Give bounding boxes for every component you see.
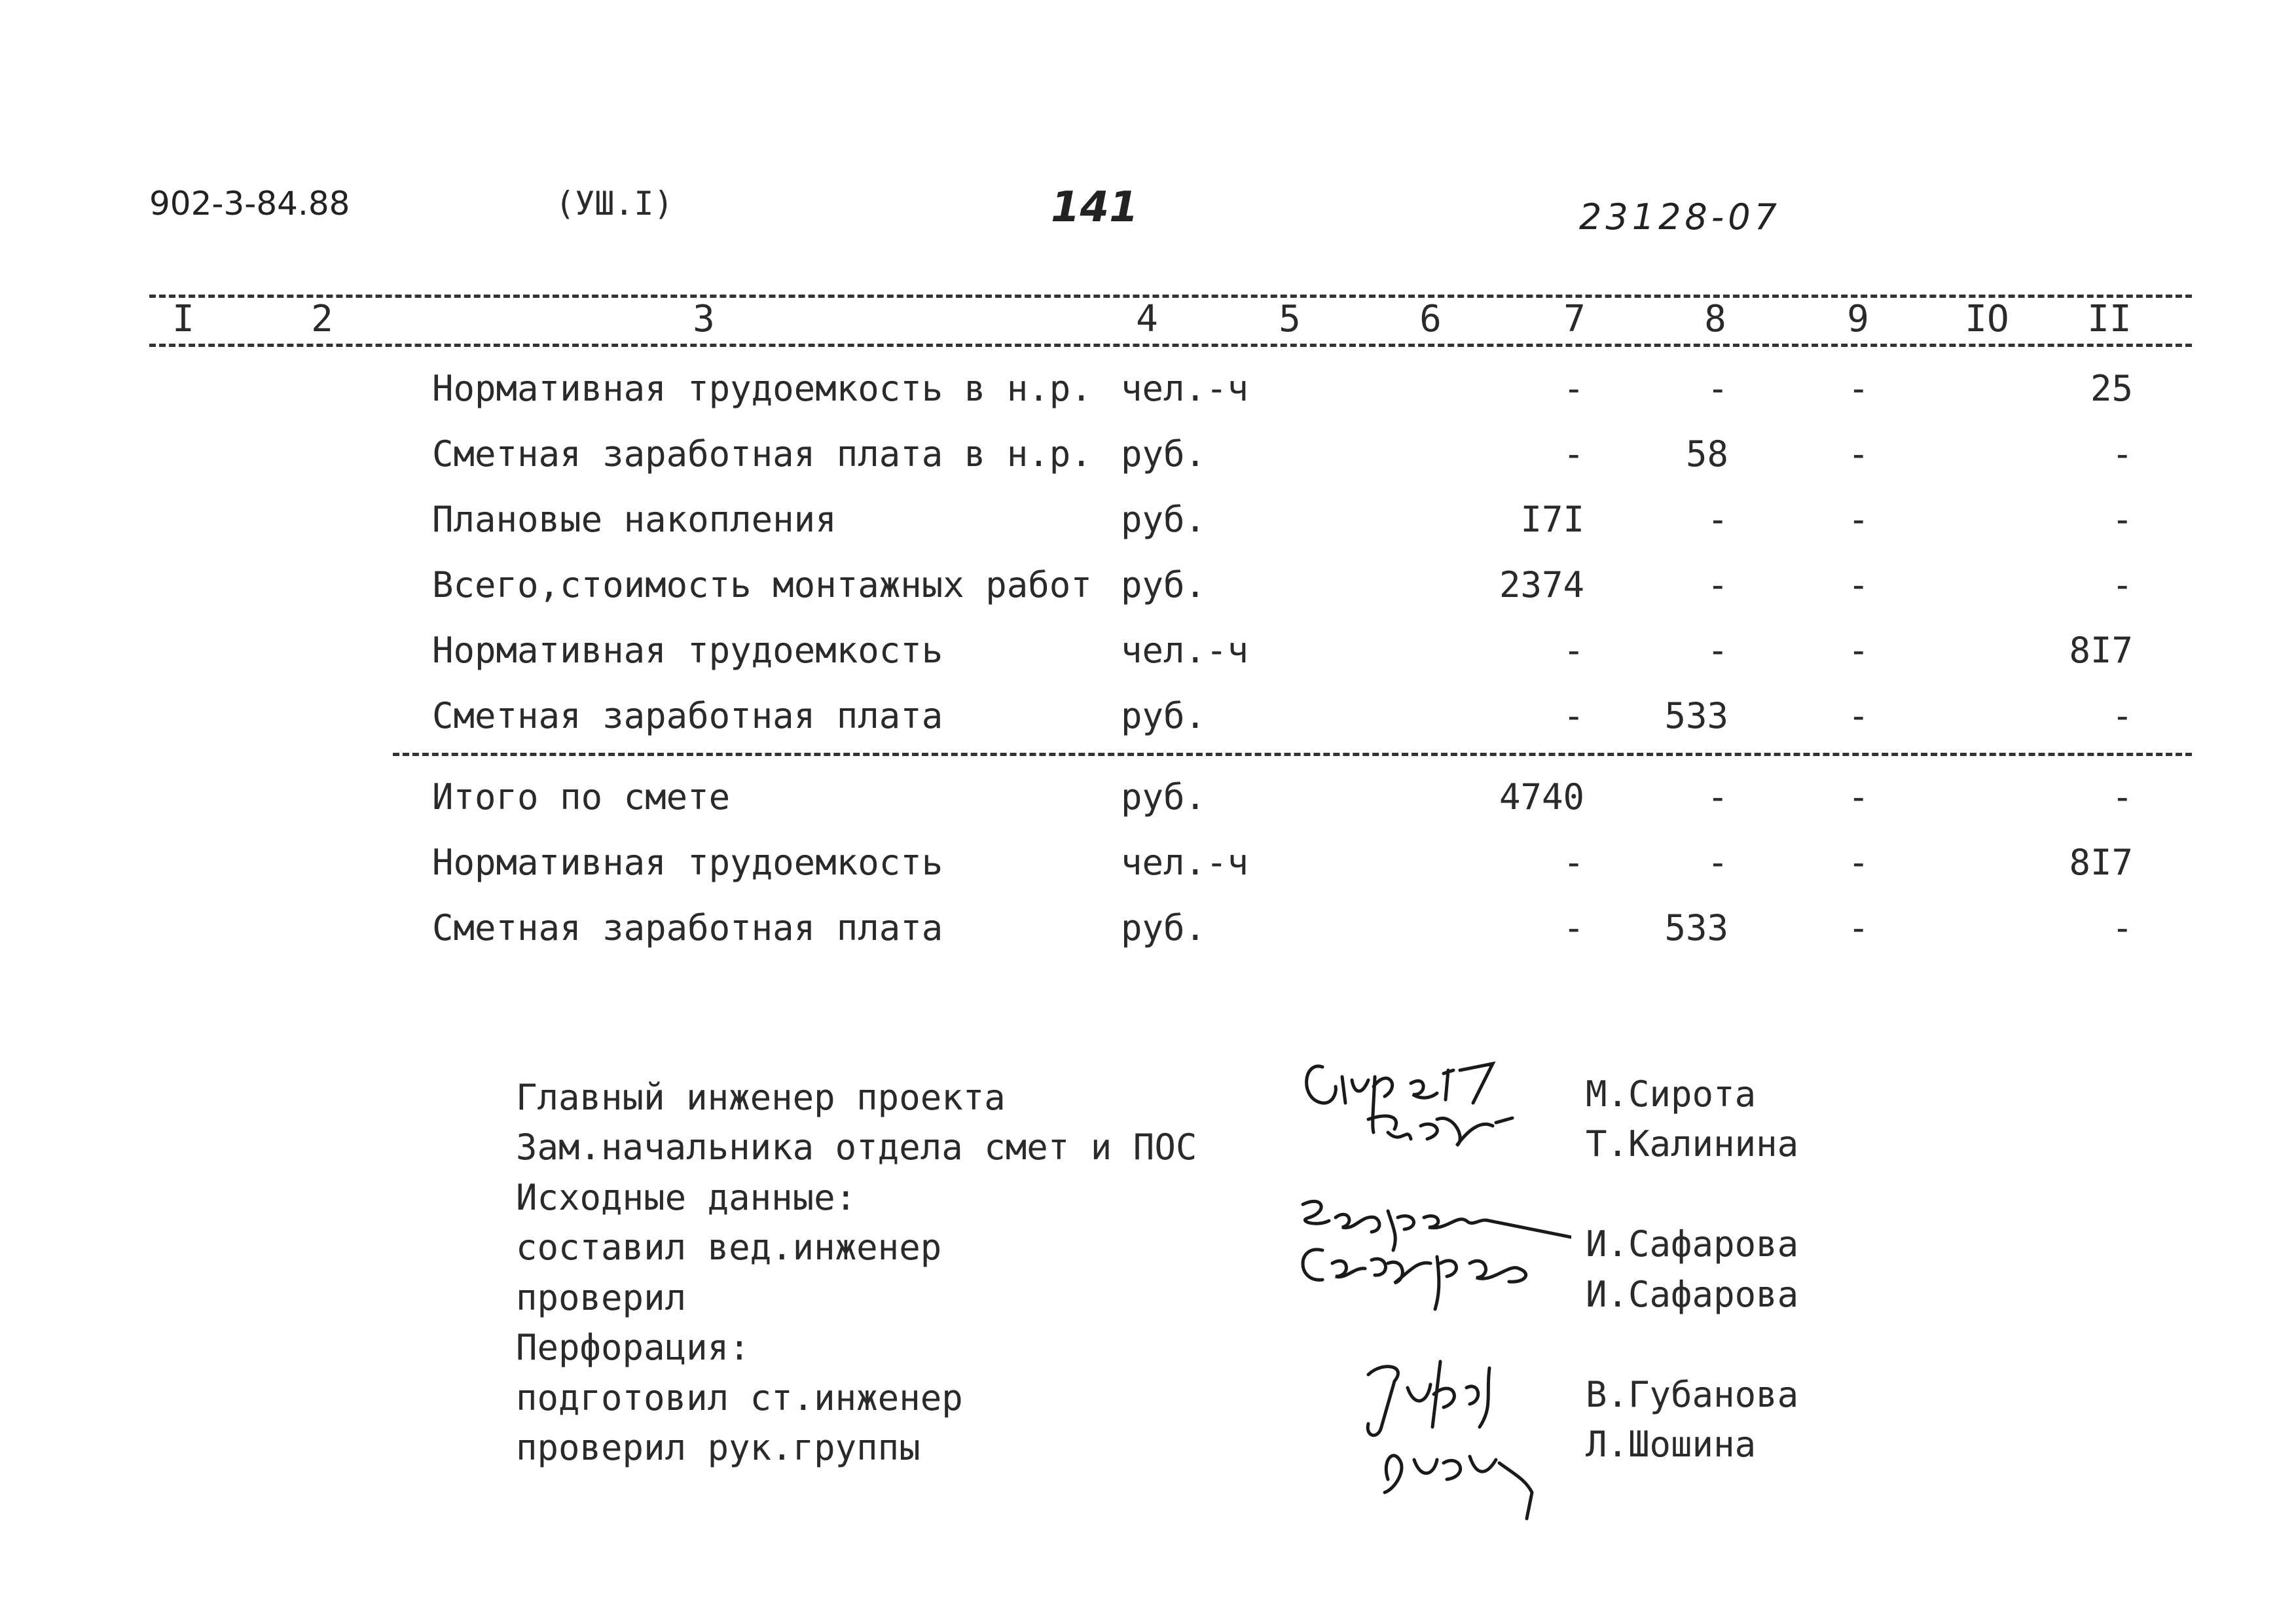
cell-col7: -	[1563, 695, 1584, 736]
cell-col11: -	[2111, 776, 2133, 818]
cell-col8: -	[1707, 630, 1728, 671]
sig-name-prepared: В.Губанова	[1586, 1374, 1799, 1415]
cell-col9: -	[1848, 564, 1869, 605]
cell-col11: -	[2111, 433, 2133, 475]
cell-col9: -	[1848, 695, 1869, 736]
cell-col9: -	[1848, 433, 1869, 475]
row-label: Нормативная трудоемкость в н.р.	[432, 368, 1092, 409]
section-code: (УШ.I)	[555, 185, 674, 223]
column-number: 8	[1704, 298, 1726, 340]
totals-unit: чел.-ч	[1121, 842, 1249, 883]
column-number: I	[172, 298, 194, 340]
cell-col8: 533	[1664, 695, 1728, 736]
sig-label-perforation: Перфорация:	[516, 1327, 750, 1368]
cell-col7: I7I	[1520, 499, 1584, 540]
row-unit: руб.	[1121, 499, 1207, 540]
column-number: IO	[1965, 298, 2009, 340]
cell-col9: -	[1848, 776, 1869, 818]
cell-col7: -	[1563, 907, 1584, 948]
cell-col8: -	[1707, 842, 1728, 883]
document-number: 23128-07	[1579, 196, 1781, 238]
cell-col9: -	[1848, 907, 1869, 948]
cell-col7: 2374	[1499, 564, 1584, 605]
sig-name-checked: И.Сафарова	[1586, 1274, 1799, 1315]
row-label: Нормативная трудоемкость	[432, 630, 943, 671]
page-number: 141	[1051, 183, 1139, 232]
row-label: Плановые накопления	[432, 499, 837, 540]
column-number: II	[2087, 298, 2132, 340]
handwritten-signature-safarova	[1283, 1191, 1571, 1322]
row-unit: чел.-ч	[1121, 630, 1249, 671]
totals-label: Сметная заработная плата	[432, 907, 943, 948]
cell-col9: -	[1848, 630, 1869, 671]
cell-col8: -	[1707, 564, 1728, 605]
column-number: 2	[311, 298, 333, 340]
totals-unit: руб.	[1121, 907, 1207, 948]
column-number: 9	[1847, 298, 1869, 340]
row-unit: руб.	[1121, 564, 1207, 605]
row-label: Всего,стоимость монтажных работ	[432, 564, 1092, 605]
column-number: 5	[1279, 298, 1301, 340]
sig-label-prepared: подготовил ст.инженер	[516, 1377, 963, 1418]
cell-col9: -	[1848, 368, 1869, 409]
handwritten-signature-gubanova-shoshina	[1355, 1348, 1565, 1532]
column-number: 3	[693, 298, 715, 340]
cell-col8: -	[1707, 499, 1728, 540]
row-unit: чел.-ч	[1121, 368, 1249, 409]
totals-separator	[393, 753, 2192, 756]
handwritten-signature-sirota	[1296, 1041, 1545, 1172]
cell-col7: -	[1563, 842, 1584, 883]
cell-col7: -	[1563, 630, 1584, 671]
cell-col8: -	[1707, 368, 1728, 409]
cell-col8: 533	[1664, 907, 1728, 948]
totals-label: Итого по смете	[432, 776, 731, 818]
cell-col11: 8I7	[2069, 842, 2133, 883]
document-code: 902-3-84.88	[149, 185, 350, 223]
cell-col8: 58	[1685, 433, 1728, 475]
sig-name-deputy-head: Т.Калинина	[1586, 1123, 1799, 1164]
sig-label-source-data: Исходные данные:	[516, 1177, 857, 1218]
sig-name-compiled: И.Сафарова	[1586, 1223, 1799, 1265]
sig-label-compiled: составил вед.инженер	[516, 1227, 942, 1268]
totals-unit: руб.	[1121, 776, 1207, 818]
cell-col11: 25	[2090, 368, 2133, 409]
cell-col11: -	[2111, 499, 2133, 540]
row-label: Сметная заработная плата в н.р.	[432, 433, 1092, 475]
sig-label-checked-group: проверил рук.группы	[516, 1427, 920, 1468]
cell-col7: 4740	[1499, 776, 1584, 818]
cell-col9: -	[1848, 499, 1869, 540]
header-bottom-rule	[149, 344, 2192, 347]
sig-name-checked-group: Л.Шошина	[1586, 1424, 1757, 1465]
cell-col8: -	[1707, 776, 1728, 818]
totals-label: Нормативная трудоемкость	[432, 842, 943, 883]
cell-col11: -	[2111, 907, 2133, 948]
cell-col11: -	[2111, 564, 2133, 605]
sig-label-checked: проверил	[516, 1277, 687, 1318]
cell-col7: -	[1563, 368, 1584, 409]
column-number: 6	[1419, 298, 1442, 340]
row-label: Сметная заработная плата	[432, 695, 943, 736]
header-top-rule	[149, 295, 2192, 298]
cell-col7: -	[1563, 433, 1584, 475]
cell-col9: -	[1848, 842, 1869, 883]
cell-col11: -	[2111, 695, 2133, 736]
row-unit: руб.	[1121, 695, 1207, 736]
column-number: 7	[1563, 298, 1586, 340]
sig-label-deputy-head: Зам.начальника отдела смет и ПОС	[516, 1127, 1197, 1168]
sig-name-chief-engineer: М.Сирота	[1586, 1074, 1757, 1115]
column-number: 4	[1136, 298, 1158, 340]
sig-label-chief-engineer: Главный инженер проекта	[516, 1077, 1006, 1118]
cell-col11: 8I7	[2069, 630, 2133, 671]
row-unit: руб.	[1121, 433, 1207, 475]
